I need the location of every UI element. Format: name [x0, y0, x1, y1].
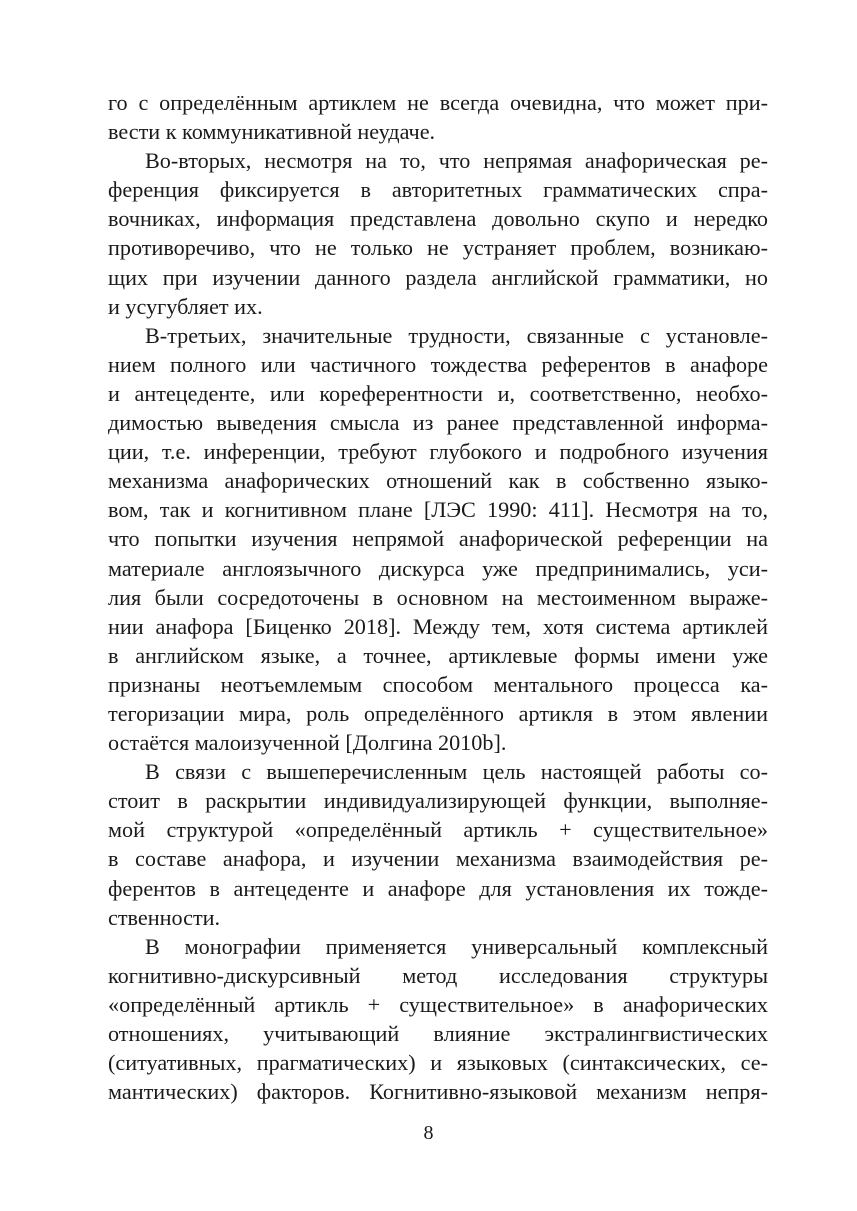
text-line: ственности. — [108, 904, 221, 930]
text-line: когнитивно-дискурсивный метод исследования структуры — [108, 962, 768, 988]
text-line: димостью выведения смысла из ранее представленной информа- — [108, 410, 768, 436]
text-line: мантических) факторов. Когнитивно-языковой механизм непря- — [108, 1079, 768, 1105]
text-line: «определённый артикль + существительное» в анафорических — [108, 991, 768, 1017]
text-line: го с определённым артиклем не всегда очевидна, что может при- — [108, 90, 768, 115]
text-line: и антецеденте, или кореферентности и, соответственно, необхо- — [108, 380, 768, 406]
text-line: противоречиво, что не только не устраняет проблем, возникаю- — [108, 235, 768, 261]
text-line: (ситуативных, прагматических) и языковых (синтаксических, се- — [108, 1050, 768, 1076]
text-line: вом, так и когнитивном плане [ЛЭС 1990: 411]. Несмотря на то, — [108, 497, 768, 523]
paragraph-first-line: Во-вторых, несмотря на то, что непрямая анафорическая ре- — [145, 148, 768, 174]
body-text — [108, 88, 768, 1106]
text-line: механизма анафорических отношений как в собственно языко- — [108, 468, 768, 494]
text-line: в составе анафора, и изучении механизма взаимодействия ре- — [108, 846, 768, 872]
text-line: признаны неотъемлемым способом ментального процесса ка- — [108, 671, 768, 697]
text-line: остаётся малоизученной [Долгина 2010b]. — [108, 730, 507, 756]
text-line: ференция фиксируется в авторитетных грамматических спра- — [108, 177, 768, 203]
text-line: лия были сосредоточены в основном на местоименном выраже- — [108, 584, 768, 610]
text-line: отношениях, учитывающий влияние экстралингвистических — [108, 1021, 768, 1046]
text-line: вочниках, информация представлена довольно скупо и нередко — [108, 206, 768, 232]
text-line: вести к коммуникативной неудаче. — [108, 119, 436, 145]
text-line: щих при изучении данного раздела английской грамматики, но — [108, 264, 768, 290]
text-line: и усугубляет их. — [108, 293, 263, 319]
text-line: ции, т.е. инференции, требуют глубокого и подробного изучения — [108, 439, 768, 465]
paragraph-first-line: В-третьих, значительные трудности, связанные с установле- — [145, 322, 768, 348]
text-line: что попытки изучения непрямой анафорической референции на — [108, 526, 768, 552]
text-line: нием полного или частичного тождества референтов в анафоре — [108, 351, 768, 377]
page-number: 8 — [423, 1122, 434, 1144]
text-line: нии анафора [Биценко 2018]. Между тем, хотя система артиклей — [108, 613, 768, 639]
text-line: тегоризации мира, роль определённого артикля в этом явлении — [108, 700, 768, 726]
paragraph-first-line: В монографии применяется универсальный комплексный — [145, 933, 768, 959]
text-line: материале англоязычного дискурса уже предпринимались, уси- — [108, 555, 768, 581]
paragraph-first-line: В связи с вышеперечисленным цель настоящей работы со- — [145, 759, 768, 785]
text-line: мой структурой «определённый артикль + существительное» — [108, 817, 768, 843]
text-line: стоит в раскрытии индивидуализирующей функции, выполняе- — [108, 788, 768, 814]
text-line: ферентов в антецеденте и анафоре для установления их тожде- — [108, 875, 768, 901]
text-line: в английском языке, а точнее, артиклевые формы имени уже — [108, 642, 768, 668]
